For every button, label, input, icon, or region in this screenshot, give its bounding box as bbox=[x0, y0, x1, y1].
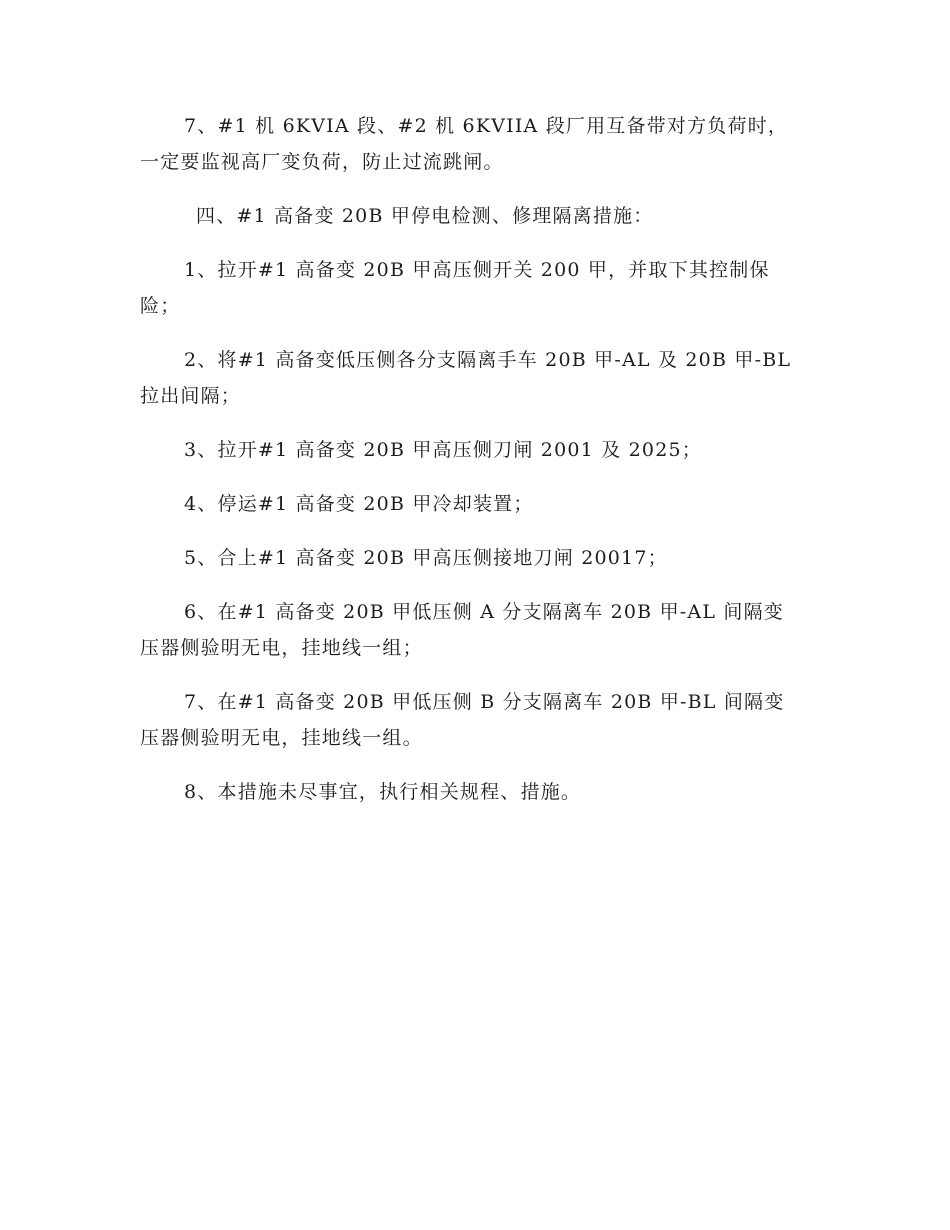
paragraph-step-4: 4、停运#1 高备变 20B 甲冷却装置； bbox=[184, 493, 534, 515]
paragraph-step-5: 5、合上#1 高备变 20B 甲高压侧接地刀闸 20017； bbox=[184, 547, 668, 569]
section-heading-isolation-measures: 四、#1 高备变 20B 甲停电检测、修理隔离措施： bbox=[196, 205, 654, 227]
paragraph-item-7-load-monitoring: 7、#1 机 6KVIA 段、#2 机 6KVIIA 段厂用互备带对方负荷时，一定要监视高厂变负荷，防止过流跳闸。 bbox=[140, 115, 789, 173]
document-body bbox=[140, 108, 804, 828]
paragraph-step-2: 2、将#1 高备变低压侧各分支隔离手车 20B 甲-AL 及 20B 甲-BL 拉出间隔； bbox=[140, 349, 792, 407]
paragraph-step-8: 8、本措施未尽事宜，执行相关规程、措施。 bbox=[184, 781, 582, 803]
paragraph-step-3: 3、拉开#1 高备变 20B 甲高压侧刀闸 2001 及 2025； bbox=[184, 439, 702, 461]
paragraph-step-7: 7、在#1 高备变 20B 甲低压侧 B 分支隔离车 20B 甲-BL 间隔变压器侧验明无电，挂地线一组。 bbox=[140, 691, 785, 749]
paragraph-step-6: 6、在#1 高备变 20B 甲低压侧 A 分支隔离车 20B 甲-AL 间隔变压器侧验明无电，挂地线一组； bbox=[140, 601, 784, 659]
paragraph-step-1: 1、拉开#1 高备变 20B 甲高压侧开关 200 甲，并取下其控制保险； bbox=[140, 259, 770, 317]
